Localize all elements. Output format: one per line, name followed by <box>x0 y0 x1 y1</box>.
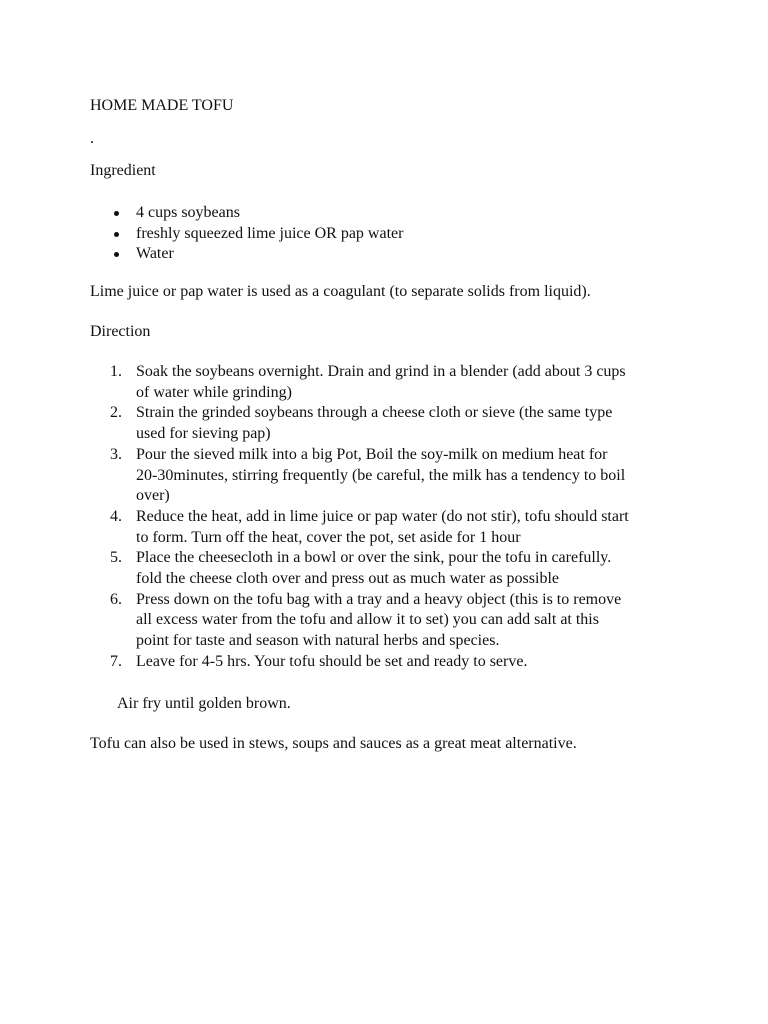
step-number: 5. <box>110 549 122 567</box>
step-line: point for taste and season with natural herbs and species. <box>136 632 500 650</box>
step-item <box>110 590 690 652</box>
document-title: HOME MADE TOFU <box>90 97 234 114</box>
step-number: 6. <box>110 590 122 608</box>
direction-steps <box>110 362 690 673</box>
closing-note: Tofu can also be used in stews, soups and sauces as a great meat alternative. <box>90 735 577 752</box>
step-number: 1. <box>110 363 122 380</box>
step-item <box>110 362 690 403</box>
step-item <box>110 403 690 444</box>
step-line: Press down on the tofu bag with a tray and a heavy object (this is to remove <box>136 590 622 608</box>
step-number: 7. <box>110 652 122 670</box>
coagulant-note: Lime juice or pap water is used as a coagulant (to separate solids from liquid). <box>90 283 591 300</box>
step-item <box>110 445 690 507</box>
air-fry-note: Air fry until golden brown. <box>117 695 291 712</box>
step-line: Reduce the heat, add in lime juice or pap water (do not stir), tofu should start <box>136 507 629 525</box>
step-line: fold the cheese cloth over and press out as much water as possible <box>136 570 559 588</box>
step-number: 2. <box>110 404 122 422</box>
ingredient-text: freshly squeezed lime juice OR pap water <box>136 224 404 242</box>
direction-heading: Direction <box>90 323 151 340</box>
step-item <box>110 507 690 548</box>
step-line: over) <box>136 487 170 505</box>
step-line: Pour the sieved milk into a big Pot, Boil the soy-milk on medium heat for <box>136 445 608 463</box>
ingredient-list <box>110 202 403 264</box>
ingredient-item <box>110 223 403 244</box>
dot-text: . <box>90 130 94 147</box>
step-line: to form. Turn off the heat, cover the pot, set aside for 1 hour <box>136 528 521 546</box>
step-line: Soak the soybeans overnight. Drain and grind in a blender (add about 3 cups <box>136 363 626 380</box>
ingredient-item <box>110 243 403 264</box>
step-line: all excess water from the tofu and allow it to set) you can add salt at this <box>136 611 599 629</box>
ingredient-heading: Ingredient <box>90 162 156 179</box>
step-line: of water while grinding) <box>136 383 292 401</box>
step-line: used for sieving pap) <box>136 425 271 443</box>
step-item <box>110 652 690 673</box>
step-number: 4. <box>110 507 122 525</box>
step-line: Leave for 4-5 hrs. Your tofu should be set and ready to serve. <box>136 652 528 670</box>
ingredient-text: Water <box>136 245 174 262</box>
step-line: Strain the grinded soybeans through a cheese cloth or sieve (the same type <box>136 404 613 422</box>
step-item <box>110 548 690 589</box>
step-line: 20-30minutes, stirring frequently (be careful, the milk has a tendency to boil <box>136 466 626 484</box>
ingredient-text: 4 cups soybeans <box>136 204 240 221</box>
ingredient-item <box>110 202 403 223</box>
step-line: Place the cheesecloth in a bowl or over the sink, pour the tofu in carefully. <box>136 549 612 567</box>
step-number: 3. <box>110 445 122 463</box>
